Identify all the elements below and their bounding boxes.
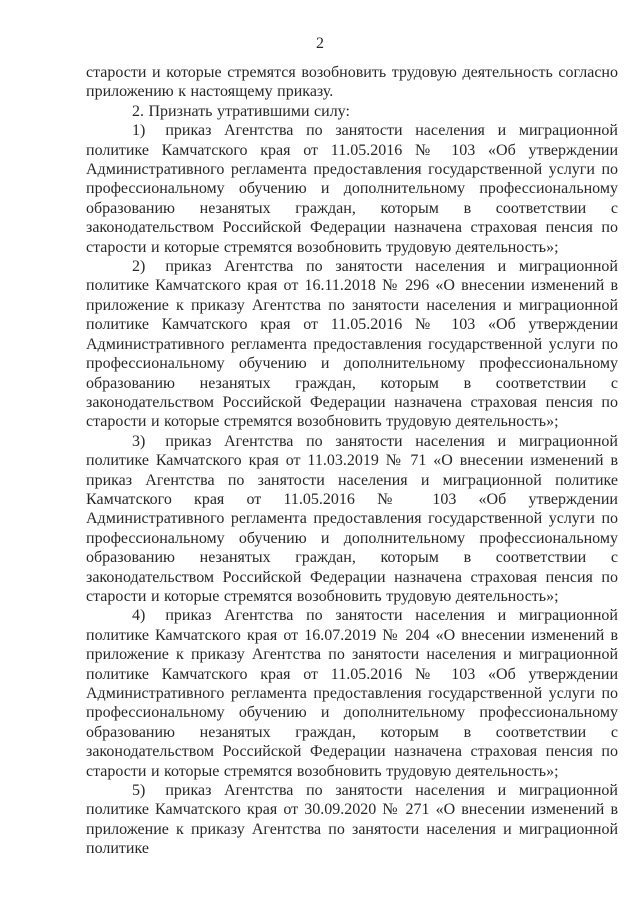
item-number: 2) [132,258,146,276]
list-item-2 [86,257,618,432]
item-text: приказ Агентства по занятости населения и миграционной политике Камчатского края от 16.07.2019 № 204 «О внесении изменений в приложение к приказу Агентства по занятости населения и миграционной политике Камчатского края от 11.05.2016 № 103 «Об утверждении Административного регламента предоставления государственной услуги по профессиональному обучению и дополнительному профессиональному образованию незанятых граждан, которым в соответствии с законодательством Российской Федерации назначена страховая пенсия по старости и которые стремятся возобновить трудовую деятельность»; [86,607,618,780]
item-number: 4) [132,607,146,625]
page-number: 2 [316,35,324,52]
item-text: приказ Агентства по занятости населения и миграционной политике Камчатского края от 30.09.2020 № 271 «О внесении изменений в приложение к приказу Агентства по занятости населения и миграционной политике [86,782,618,858]
item-number: 1) [132,122,146,140]
list-item-5 [86,781,618,859]
list-item-1 [86,121,618,257]
paragraph-continuation: старости и которые стремятся возобновить трудовую деятельность согласно приложению к настоящему приказу. [86,64,618,101]
clause-2-intro: 2. Признать утратившими силу: [132,102,350,120]
document-body [86,63,618,859]
item-number: 3) [132,432,146,450]
item-text: приказ Агентства по занятости населения и миграционной политике Камчатского края от 11.03.2019 № 71 «О внесении изменений в приказ Агентства по занятости населения и миграционной политике Камчатского края от 11.05.2016 № 103 «Об утверждении Административного регламента предоставления государственной услуги по профессиональному обучению и дополнительному профессиональному образованию незанятых граждан, которым в соответствии с законодательством Российской Федерации назначена страховая пенсия по старости и которые стремятся возобновить трудовую деятельность»; [86,432,618,605]
item-number: 5) [132,782,146,800]
item-text: приказ Агентства по занятости населения и миграционной политике Камчатского края от 16.11.2018 № 296 «О внесении изменений в приложение к приказу Агентства по занятости населения и миграционной политике Камчатского края от 11.05.2016 № 103 «Об утверждении Административного регламента предоставления государственной услуги по профессиональному обучению и дополнительному профессиональному образованию незанятых граждан, которым в соответствии с законодательством Российской Федерации назначена страховая пенсия по старости и которые стремятся возобновить трудовую деятельность»; [86,258,618,431]
list-item-3 [86,432,618,607]
list-item-4 [86,606,618,781]
item-text: приказ Агентства по занятости населения и миграционной политике Камчатского края от 11.05.2016 № 103 «Об утверждении Административного регламента предоставления государственной услуги по профессиональному обучению и дополнительному профессиональному образованию незанятых граждан, которым в соответствии с законодательством Российской Федерации назначена страховая пенсия по старости и которые стремятся возобновить трудовую деятельность»; [86,122,618,256]
